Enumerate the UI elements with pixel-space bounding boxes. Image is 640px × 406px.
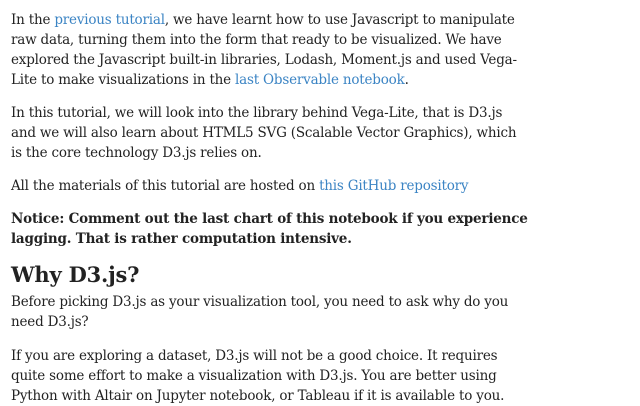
intro-text-3: . [404, 72, 409, 88]
intro-paragraph [11, 10, 531, 90]
notice-paragraph: Notice: Comment out the last chart of this notebook if you experience lagging. That is rather computation intensive. [11, 211, 528, 247]
section-heading: Why D3.js? [11, 262, 140, 287]
intro-text-1: In the [11, 12, 55, 28]
d3-intro-paragraph: In this tutorial, we will look into the library behind Vega-Lite, that is D3.js and we will also learn about HTML5 SVG (Scalable Vector Graphics), which is the core technology D3.js relies on. [11, 105, 517, 161]
materials-paragraph [11, 176, 531, 196]
exploring-paragraph: If you are exploring a dataset, D3.js will not be a good choice. It requires quite some effort to make a visualization with D3.js. You are better using Python with Altair on Jupyter notebook, or Tableau if it is available to you. [11, 348, 505, 404]
observable-notebook-link[interactable]: last Observable notebook [235, 72, 405, 88]
why-d3-paragraph: Before picking D3.js as your visualization tool, you need to ask why do you need D3.js? [11, 294, 509, 330]
materials-text: All the materials of this tutorial are hosted on [11, 178, 320, 194]
intro-text-2: , we have learnt how to use Javascript to manipulate raw data, turning them into the form that ready to be visualized. We have explored the Javascript built-in libraries, Lodash, Moment.js and used Vega-Lite to make visualizations in the [11, 12, 517, 88]
previous-tutorial-link[interactable]: previous tutorial [54, 12, 165, 28]
article-body [11, 10, 531, 406]
github-repository-link[interactable]: this GitHub repository [319, 178, 469, 194]
